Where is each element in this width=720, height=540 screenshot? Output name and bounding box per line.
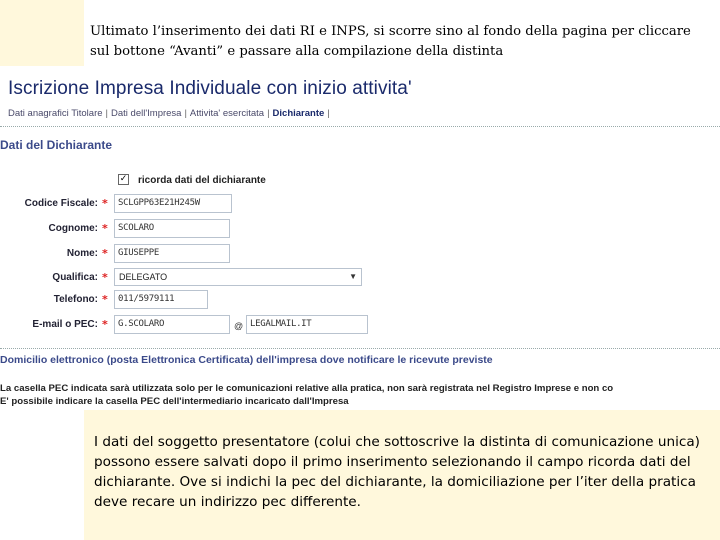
row-codice-fiscale — [0, 194, 720, 216]
nome-input[interactable]: GIUSEPPE — [114, 244, 230, 263]
row-telefono — [0, 290, 720, 312]
codice-fiscale-label: Codice Fiscale: — [24, 198, 98, 209]
required-mark: * — [102, 222, 108, 235]
pec-label: E-mail o PEC: — [32, 319, 98, 330]
qualifica-select[interactable] — [114, 268, 362, 286]
caption-bottom-text: I dati del soggetto presentatore (colui che sottoscrive la distinta di comunicazione unica) possono essere salvati dopo il primo inserimento selezionando il campo ricorda dati del dichiarante. Ove si indichi la pec del dichiarante, la domiciliazione per l’iter della pratica deve recare un indirizzo pec differente. — [94, 434, 700, 510]
page-title: Iscrizione Impresa Individuale con inizio attivita' — [8, 78, 412, 99]
qualifica-label: Qualifica: — [52, 272, 98, 283]
row-qualifica — [0, 268, 720, 290]
row-cognome — [0, 219, 720, 241]
breadcrumb: Dati anagrafici Titolare | Dati dell'Impresa | Attivita' esercitata | Dichiarante | — [8, 108, 330, 119]
domicilio-title: Domicilio elettronico (posta Elettronica Certificata) dell'impresa dove notificare le ricevute previste — [0, 354, 493, 366]
pec-domain-input[interactable]: LEGALMAIL.IT — [246, 315, 368, 334]
nome-label: Nome: — [66, 248, 98, 259]
caption-top-text: Ultimato l’inserimento dei dati RI e INPS, si scorre sino al fondo della pagina per cliccare sul bottone “Avanti” e passare alla compilazione della distinta — [90, 24, 691, 59]
breadcrumb-item-impresa[interactable]: Dati dell'Impresa — [111, 108, 182, 119]
remember-label: ricorda dati del dichiarante — [138, 175, 266, 186]
breadcrumb-item-attivita[interactable]: Attivita' esercitata — [189, 108, 265, 119]
telefono-input[interactable]: 011/5979111 — [114, 290, 208, 309]
required-mark: * — [102, 293, 108, 306]
qualifica-value: DELEGATO — [119, 272, 168, 282]
left-bottom-strip — [0, 410, 84, 540]
row-nome — [0, 244, 720, 266]
breadcrumb-item-titolare[interactable]: Dati anagrafici Titolare — [8, 108, 103, 119]
chevron-down-icon: ▼ — [349, 272, 357, 281]
pec-note-line1: La casella PEC indicata sarà utilizzata solo per le comunicazioni relative alla pratica, non sarà registrata nel Registro Imprese e non co — [0, 383, 614, 394]
required-mark: * — [102, 247, 108, 260]
section-title: Dati del Dichiarante — [0, 138, 113, 152]
required-mark: * — [102, 197, 108, 210]
required-mark: * — [102, 271, 108, 284]
at-sign: @ — [234, 321, 244, 331]
cognome-label: Cognome: — [48, 223, 98, 234]
divider — [0, 348, 720, 349]
caption-bottom — [84, 410, 720, 540]
pec-user-input[interactable]: G.SCOLARO — [114, 315, 230, 334]
screenshot-panel — [0, 66, 720, 410]
pec-note-line2: E' possibile indicare la casella PEC dell'intermediario incaricato dall'Impresa — [0, 396, 349, 407]
required-mark: * — [102, 318, 108, 331]
cognome-input[interactable]: SCOLARO — [114, 219, 230, 238]
remember-checkbox[interactable]: ✓ — [119, 174, 128, 184]
row-pec — [0, 315, 720, 337]
telefono-label: Telefono: — [53, 294, 98, 305]
divider — [0, 126, 720, 127]
breadcrumb-item-dichiarante[interactable]: Dichiarante — [272, 108, 325, 119]
caption-top — [84, 6, 714, 62]
codice-fiscale-input[interactable]: SCLGPP63E21H245W — [114, 194, 232, 213]
